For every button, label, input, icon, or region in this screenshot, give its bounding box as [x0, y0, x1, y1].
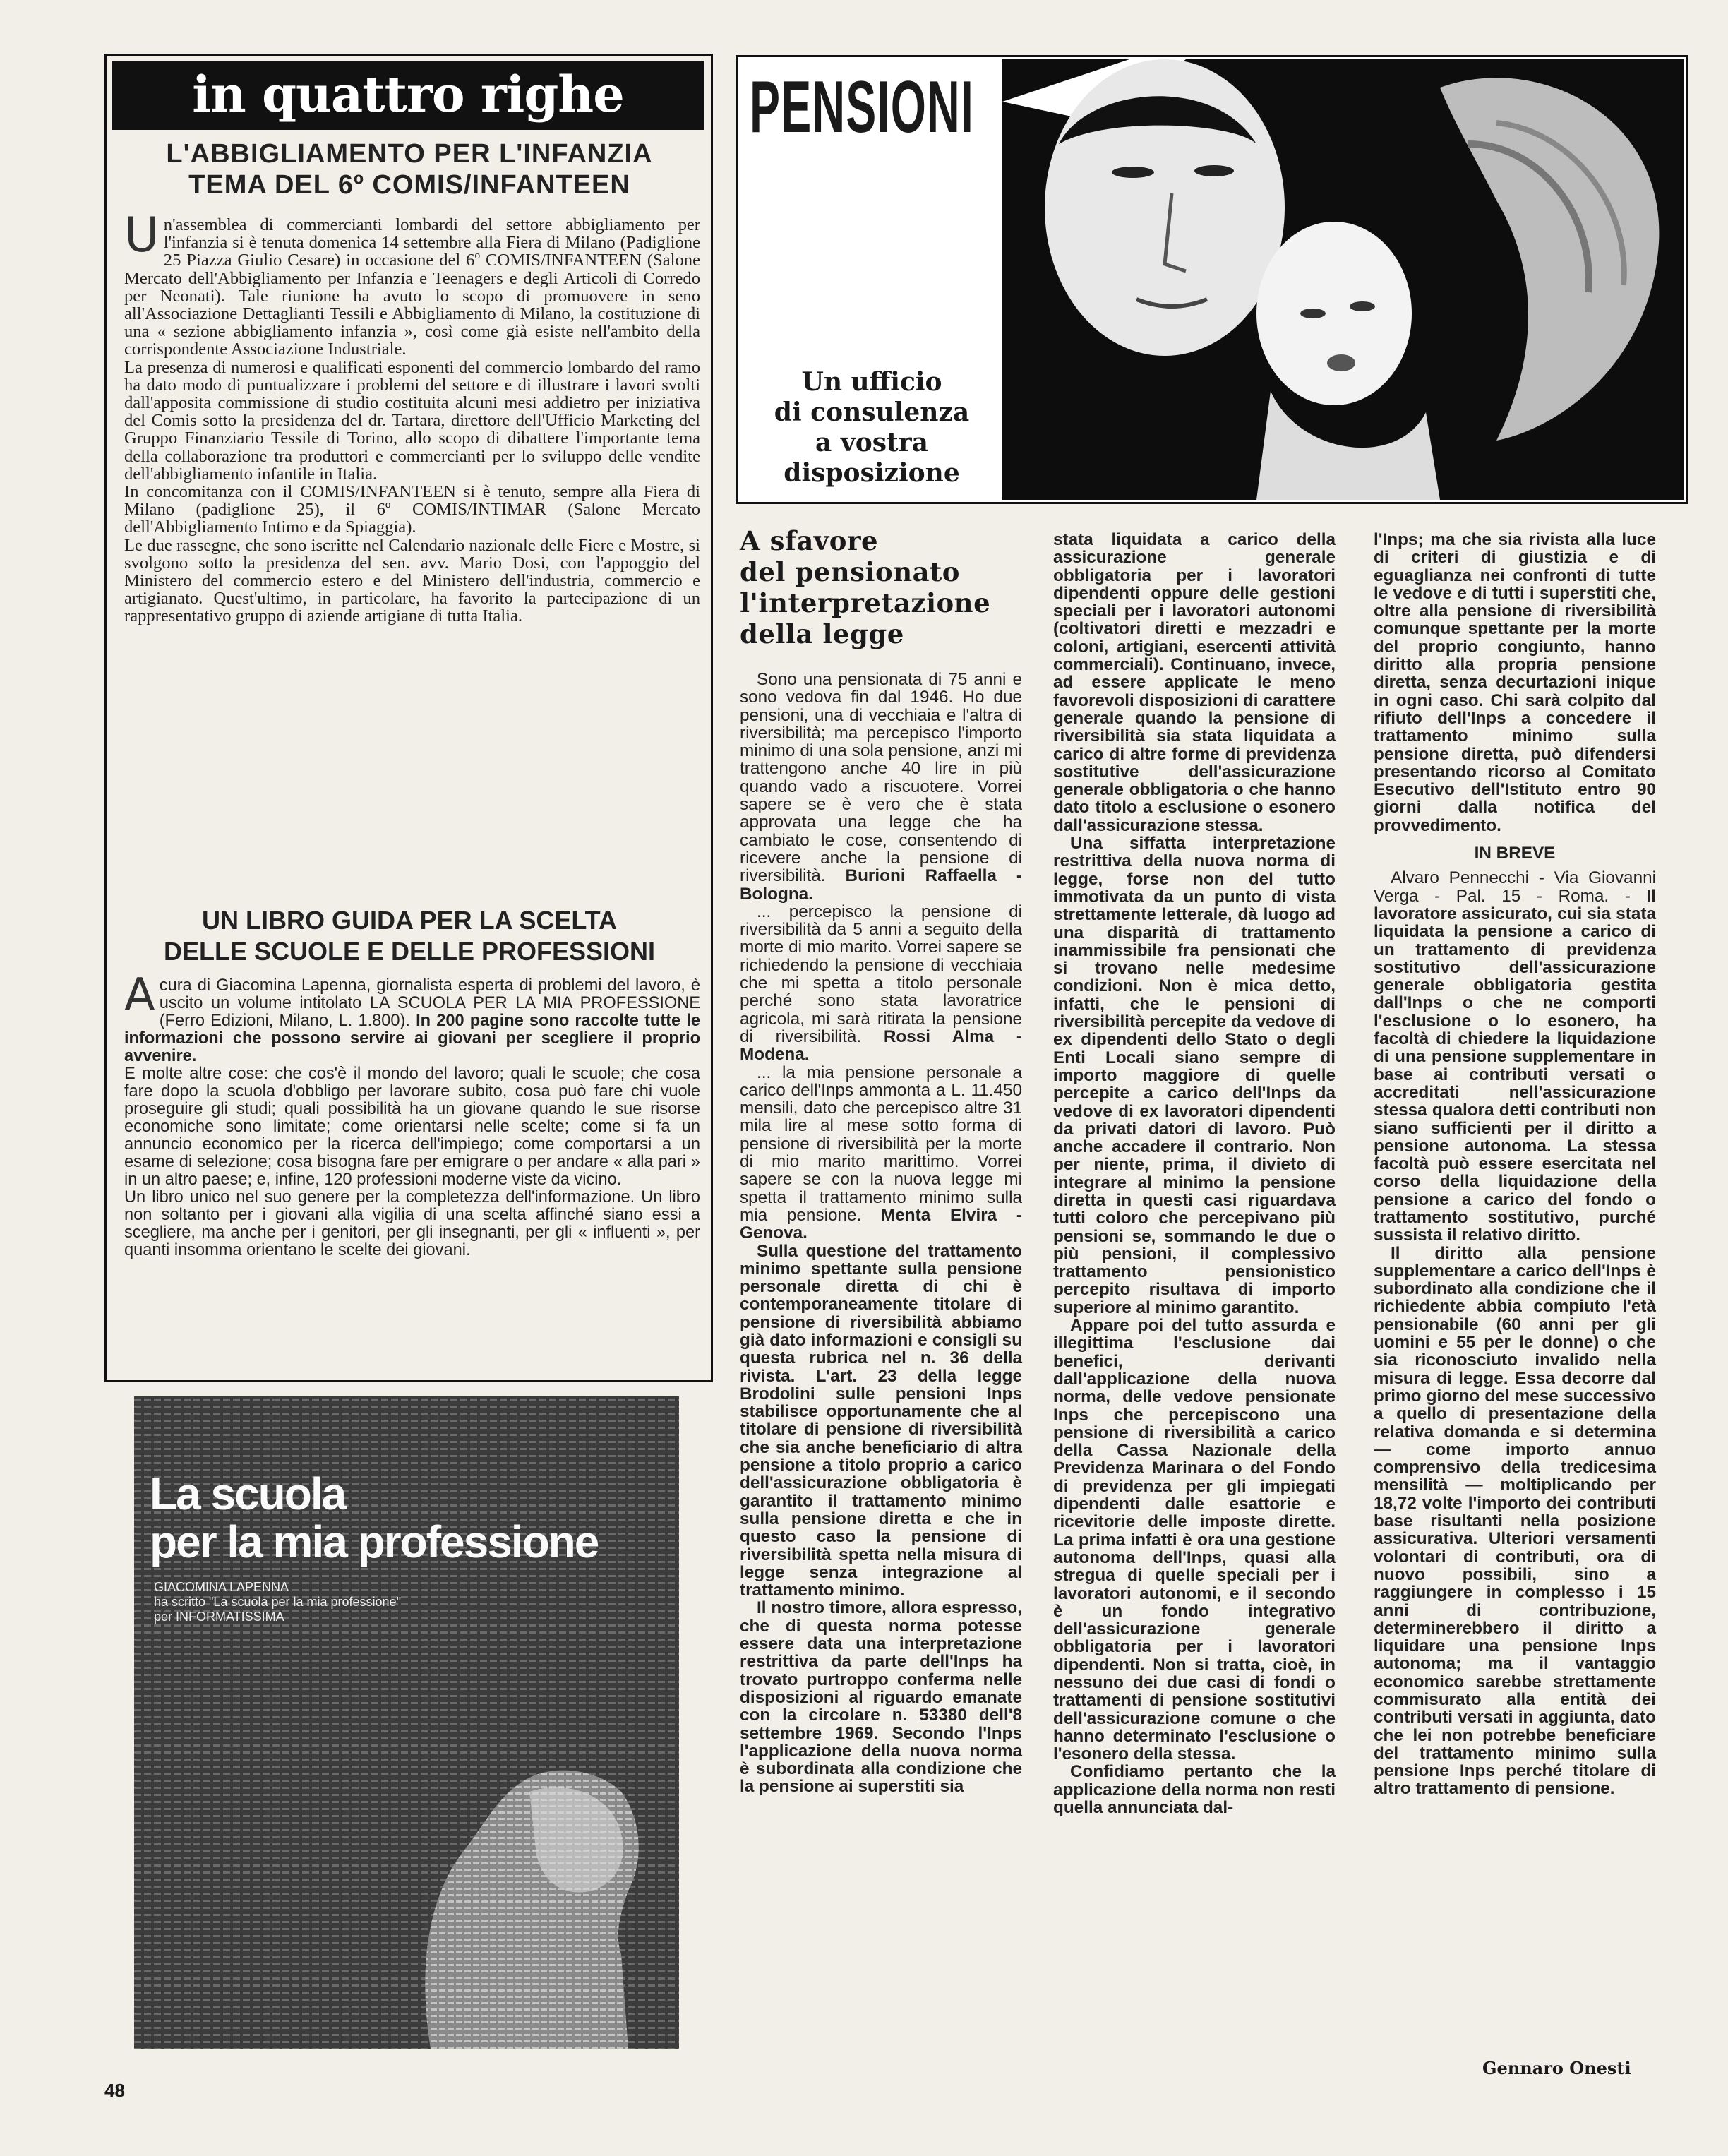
- letter-3: ... la mia pensione personale a carico dell'Inps ammonta a L. 11.450 mensili, dato che percepisco altre 31 mila lire al mese sotto forma di pensione di riversibilità per la morte di mio marito marittimo. Vorrei sapere se con la nuova legge mi spetta il trattamento minimo sulla mia pensione.: [740, 1062, 1022, 1225]
- mother-baby-photo: [1002, 59, 1684, 500]
- article1-title: [127, 138, 692, 200]
- article1-dropcap: U: [124, 208, 160, 263]
- letter-2: ... percepisco la pensione di riversibilità da 5 anni a seguito della morte di mio marito. Vorrei sapere se richiedendo la pensione di vecchiaia che mi spetta a titolo personale perché sono stata lavoratrice agricola, mi sarà ritirata la pensione di riversibilità.: [740, 902, 1022, 1046]
- article1-paragraph-3: In concomitanza con il COMIS/INFANTEEN si è tenuto, sempre alla Fiera di Milano (padiglione 25), il 6º COMIS/INTIMAR (Salone Mercato dell'Abbigliamento Intimo e da Spiaggia).: [124, 482, 700, 537]
- pensions-article-title: [740, 525, 1022, 649]
- book-cover-title: [150, 1470, 598, 1566]
- in-breve-answer-2: Il diritto alla pensione supplementare a carico dell'Inps è subordinato alla condizione che il richiedente abbia compiuto l'età pensionabile (60 anni per gli uomini e 55 per le donne) o che sia riconosciuto invalido nella misura di legge. Essa decorre dal primo giorno del mese successivo a quello di presentazione della relativa domanda e si determina — come importo annuo comprensivo della tredicesima mensilità — moltiplicando per 18,72 volte l'importo dei contributi base risultanti nella posizione assicurativa. Ulteriori versamenti volontari di contributi, ora di nuovo possibili, sino a raggiungere in complesso i 15 anni di contribuzione, determinerebbero il diritto a liquidare una pensione Inps autonoma; ma il vantaggio economico sarebbe strettamente commisurato alla entità dei contributi versati in aggiunta, dato che lei non potrebbe beneficiare del trattamento minimo sulla pensione Inps perché titolare di altro trattamento di pensione.: [1374, 1243, 1656, 1799]
- pensioni-header-title: PENSIONI: [750, 66, 975, 148]
- letter-1-signature: Burioni Raffaella - Bologna.: [740, 866, 1022, 904]
- answer-paragraph-3: stata liquidata a carico della assicurazione generale obbligatoria per i lavoratori dipendenti oppure delle gestioni speciali per i lavoratori autonomi (coltivatori diretti e mezzadri e coloni, artigiani, esercenti attività commerciali). Continuano, invece, ad essere applicate le meno favorevoli disposizioni di carattere generale quando la pensione di riversibilità sia stata liquidata a carico di altre forme di previdenza sostitutive dell'assicurazione generale obbligatoria o che hanno dato titolo a esclusione o esonero dall'assicurazione stessa.: [1053, 530, 1336, 835]
- pensions-column-1: [740, 671, 1022, 1796]
- book-cover-credits: [154, 1580, 401, 1624]
- article-title-line3: l'interpretazione: [740, 587, 991, 618]
- book-credit-line2: ha scritto "La scuola per la mia professione": [154, 1595, 401, 1609]
- article1-paragraph-2: La presenza di numerosi e qualificati esponenti del commercio lombardo del ramo ha dato modo di puntualizzare i problemi del settore e di illustrare i lavori svolti dall'apposita commissione di studio costituita alcuni mesi addietro per iniziativa del Comis sotto la presidenza del dr. Tartara, direttore dell'Ufficio Marketing del Gruppo Finanziario Tessile di Torino, allo scopo di dibattere l'importante tema della collaborazione tra produttori e commercianti per lo sviluppo delle vendite dell'abbigliamento infantile in Italia.: [124, 357, 700, 484]
- author-signature: Gennaro Onesti: [1482, 2058, 1631, 2078]
- article-title-line4: della legge: [740, 618, 904, 649]
- article1-paragraph-1: n'assemblea di commercianti lombardi del settore abbigliamento per l'infanzia si è tenuta domenica 14 settembre alla Fiera di Milano (Padiglione 25 Piazza Giulio Cesare) in occasione del 6º COMIS/INFANTEEN (Salone Mercato dell'Abbigliamento per Infanzia e Teenagers e degli Articoli di Corredo per Neonati). Tale riunione ha avuto lo scopo di promuovere in seno all'Associazione Dettaglianti Tessili e Abbigliamento di Milano, la costituzione di una « sezione abbigliamento infanzia », così come già esiste nell'ambito della corrispondente Associazione Industriale.: [124, 215, 700, 359]
- answer-paragraph-4: Una siffatta interpretazione restrittiva della nuova norma di legge, forse non del tutto immotivata da un punto di vista strettamente letterale, dà luogo ad una disparità di trattamento inammissibile fra pensionati che si trovano nelle medesime condizioni. Non è mica detto, infatti, che le pensioni di riversibilità percepite da vedove di ex dipendenti dello Stato o degli Enti Locali siano sempre di importo maggiore di quelle percepite a carico dell'Inps da vedove di ex lavoratori dipendenti da privati datori di lavoro. Può anche accadere il contrario. Non per niente, prima, il divieto di integrare al minimo la pensione diretta in questi casi riguardava tutti coloro che percepivano più pensioni se, sommando le due o più pensioni, il complessivo trattamento pensionistico percepito risultava di importo superiore al minimo garantito.: [1053, 834, 1336, 1317]
- pensions-column-3: [1374, 531, 1656, 1798]
- article2-title-line1: UN LIBRO GUIDA PER LA SCELTA: [202, 906, 617, 935]
- article1-title-line1: L'ABBIGLIAMENTO PER L'INFANZIA: [166, 139, 653, 169]
- answer-paragraph-2: Il nostro timore, allora espresso, che di questa norma potesse essere data una interpretazione restrittiva da parte dell'Inps ha trovato purtroppo conferma nelle disposizioni al riguardo emanate con la circolare n. 53380 dell'8 settembre 1969. Secondo l'Inps l'applicazione della nuova norma è subordinata alla condizione che la pensione ai superstiti sia: [740, 1598, 1022, 1797]
- article2-body: [124, 969, 700, 1259]
- answer-paragraph-5: Appare poi del tutto assurda e illegittima l'esclusione dai benefici, derivanti dall'applicazione della nuova norma, delle vedove pensionate Inps che percepiscono una pensione di riversibilità a carico della Cassa Nazionale della Previdenza Marinara o del Fondo di previdenza per gli impiegati dipendenti dalle esattorie e ricevitorie delle imposte dirette. La prima infatti è ora una gestione autonoma dell'Inps, quasi alla stregua di quelle speciali per i lavoratori autonomi, e il secondo è un fondo integrativo dell'assicurazione generale obbligatoria per i lavoratori dipendenti. Non si tratta, cioè, in nessuno dei due casi di fondi o trattamenti di pensione sostitutivi dell'assicurazione comune o che hanno determinato l'esclusione o l'esonero della stessa.: [1053, 1316, 1336, 1764]
- pensioni-subtitle-line1: Un ufficio: [801, 367, 942, 397]
- pensions-column-2: [1053, 531, 1336, 1816]
- article2-dropcap: A: [124, 969, 155, 1022]
- in-breve-answer-1: Il lavoratore assicurato, cui sia stata liquidata la pensione a carico di un trattamento di previdenza sostitutivo dell'assicurazione generale obbligatoria gestita dall'Inps o che ne comporti l'esclusione o lo esonero, ha facoltà di chiedere la liquidazione di una pensione supplementare in base ai contributi versati o accreditati nell'assicurazione stessa qualora detti contributi non siano sufficienti per il diritto a pensione autonoma. La stessa facoltà può essere esercitata nel corso della liquidazione della pensione a carico del fondo o trattamento sostitutivo, purché sussista il relativo diritto.: [1374, 886, 1656, 1245]
- page-number: 48: [104, 2080, 125, 2101]
- masthead-title: in quattro righe: [192, 65, 624, 124]
- pensioni-subtitle-line2: di consulenza: [774, 397, 970, 427]
- in-breve-reader: Alvaro Pennecchi - Via Giovanni Verga - Pal. 15 - Roma. -: [1374, 868, 1656, 906]
- answer-paragraph-7: l'Inps; ma che sia rivista alla luce di criteri di giustizia e di eguaglianza nei confronti di tutte le vedove e di tutti i superstiti che, oltre alla pensione di riversibilità comunque spettante per la morte del proprio congiunto, hanno diritto alla propria pensione diretta, senza decurtazioni inique in ogni caso. Chi sarà colpito dal rifiuto dell'Inps a concedere il trattamento minimo sulla pensione diretta, può difendersi presentando ricorso al Comitato Esecutivo dell'Istituto entro 90 giorni dalla notifica del provvedimento.: [1374, 530, 1656, 835]
- pensioni-subtitle-line3: a vostra: [815, 428, 928, 457]
- book-title-line1: La scuola: [150, 1468, 346, 1519]
- article2-title-line2: DELLE SCUOLE E DELLE PROFESSIONI: [163, 937, 656, 966]
- article2-title: [127, 905, 692, 967]
- pensioni-subtitle-line4: disposizione: [784, 458, 960, 488]
- article2-paragraph-1: cura di Giacomina Lapenna, giornalista esperta di problemi del lavoro, è uscito un volume intitolato LA SCUOLA PER LA MIA PROFESSIONE (Ferro Edizioni, Milano, L. 1.800).: [159, 976, 700, 1030]
- article1-paragraph-4: Le due rassegne, che sono iscritte nel Calendario nazionale delle Fiere e Mostre, si svolgono sotto la presidenza del sen. avv. Mario Dosi, con l'appoggio del Ministero del commercio estero e del Ministero dell'industria, commercio e artigianato. Quest'ultimo, in particolare, ha favorito la partecipazione di un rappresentativo gruppo di aziende artigiane di tutta Italia.: [124, 535, 700, 626]
- article1-title-line2: TEMA DEL 6º COMIS/INFANTEEN: [188, 170, 630, 200]
- article-title-line2: del pensionato: [740, 556, 960, 587]
- pensioni-subtitle: [755, 367, 988, 489]
- book-title-line2: per la mia professione: [150, 1516, 599, 1567]
- in-breve-heading: IN BREVE: [1474, 844, 1556, 863]
- article-title-line1: A sfavore: [740, 525, 879, 556]
- article2-paragraph-3: Un libro unico nel suo genere per la completezza dell'informazione. Un libro non soltanto per i giovani alla vigilia di una scelta affinché siano essi a scegliere, ma anche per i genitori, per gli insegnanti, per gli « influenti », per quanti insomma orientano le scelte dei giovani.: [124, 1188, 700, 1259]
- photo-illustration: [1002, 59, 1684, 500]
- letter-2-signature: Rossi Alma - Modena.: [740, 1026, 1022, 1065]
- book-author: GIACOMINA LAPENNA: [154, 1580, 289, 1594]
- article2-paragraph-2: E molte altre cose: che cos'è il mondo del lavoro; quali le scuole; che cosa fare dopo la scuola d'obbligo per lavorare subito, cosa può fare chi vuole proseguire gli studi; quali possibilità ha un giovane quando le sue risorse economiche sono limitate; come orientarsi nelle scelte; come si fa un annuncio economico per la ricerca dell'impiego; come comportarsi a un esame di selezione; cosa bisogna fare per emigrare o per andare « alla pari » in un altro paese; e, infine, 120 professioni moderne viste da vicino.: [124, 1065, 700, 1189]
- letter-3-signature: Menta Elvira - Genova.: [740, 1205, 1022, 1243]
- answer-paragraph-6: Confidiamo pertanto che la applicazione della norma non resti quella annunciata dal-: [1053, 1762, 1336, 1818]
- article2-paragraph-1-bold: In 200 pagine sono raccolte tutte le informazioni che possono servire ai giovani per scegliere il proprio avvenire.: [124, 1012, 700, 1065]
- answer-paragraph-1: Sulla questione del trattamento minimo spettante sulla pensione personale diretta di chi è contemporaneamente titolare di pensione di riversibilità abbiamo già dato informazioni e consigli su questa rubrica nel n. 36 della rivista. L'art. 23 della legge Brodolini sulle pensioni Inps stabilisce opportunamente che al titolare di pensione di riversibilità che sia anche beneficiario di altra pensione a titolo proprio a carico dell'assicurazione obbligatoria è garantito il trattamento minimo sulla pensione diretta e che in questo caso la pensione di riversibilità spetta nella misura di legge senza integrazione al trattamento minimo.: [740, 1241, 1022, 1600]
- book-credit-line3: per INFORMATISSIMA: [154, 1610, 284, 1624]
- letter-1: Sono una pensionata di 75 anni e sono vedova fin dal 1946. Ho due pensioni, una di vecchiaia e l'altra di riversibilità; ma percepisco l'importo minimo di una sola pensione, anzi mi trattengono anche 40 lire in più quando vado a riscuotere. Vorrei sapere se è vero che è stata approvata una legge che ha cambiato le cose, consentendo di ricevere anche la pensione di riversibilità.: [740, 670, 1022, 886]
- article1-body: [124, 208, 700, 626]
